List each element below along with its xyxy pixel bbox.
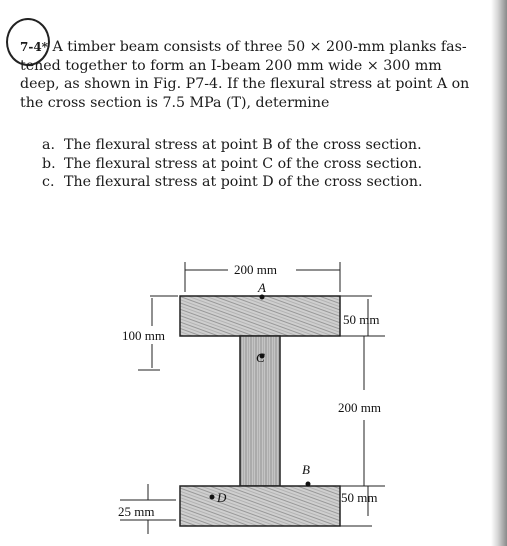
- page-edge-shadow: [491, 0, 507, 546]
- point-c-label: C: [256, 350, 265, 365]
- part-text: The flexural stress at point D of the cross section.: [64, 174, 423, 190]
- point-d-marker: [210, 495, 215, 500]
- dim-25-label: 25 mm: [118, 504, 155, 519]
- problem-line-3: deep, as shown in Fig. P7-4. If the flexural stress at point A on: [20, 76, 470, 92]
- part-letter: c.: [42, 174, 55, 190]
- problem-line-2: tened together to form an I-beam 200 mm wide × 300 mm: [20, 57, 442, 74]
- problem-number: 7-4*: [20, 40, 48, 54]
- dim-web-label: 200 mm: [338, 400, 381, 415]
- point-a-marker: [260, 295, 265, 300]
- point-d-label: D: [217, 490, 227, 505]
- problem-text-1: A timber beam consists of three 50 × 200-mm planks fas-: [52, 39, 467, 55]
- part-letter: a.: [42, 137, 55, 153]
- dim-left-100-label: 100 mm: [122, 328, 165, 343]
- part-text: The flexural stress at point B of the cross section.: [64, 137, 422, 153]
- part-letter: b.: [42, 155, 56, 172]
- point-b-label: B: [302, 462, 310, 477]
- dim-top-flange-label: 50 mm: [343, 312, 380, 327]
- part-text: The flexural stress at point C of the cross section.: [64, 155, 423, 172]
- point-b-marker: [306, 482, 311, 487]
- top-flange: [180, 296, 340, 336]
- bottom-flange: [180, 486, 340, 526]
- dim-bottom-flange-label: 50 mm: [341, 490, 378, 505]
- point-a-label: A: [258, 280, 266, 295]
- problem-line-4: the cross section is 7.5 MPa (T), determine: [20, 94, 330, 111]
- dim-width-label: 200 mm: [234, 262, 277, 277]
